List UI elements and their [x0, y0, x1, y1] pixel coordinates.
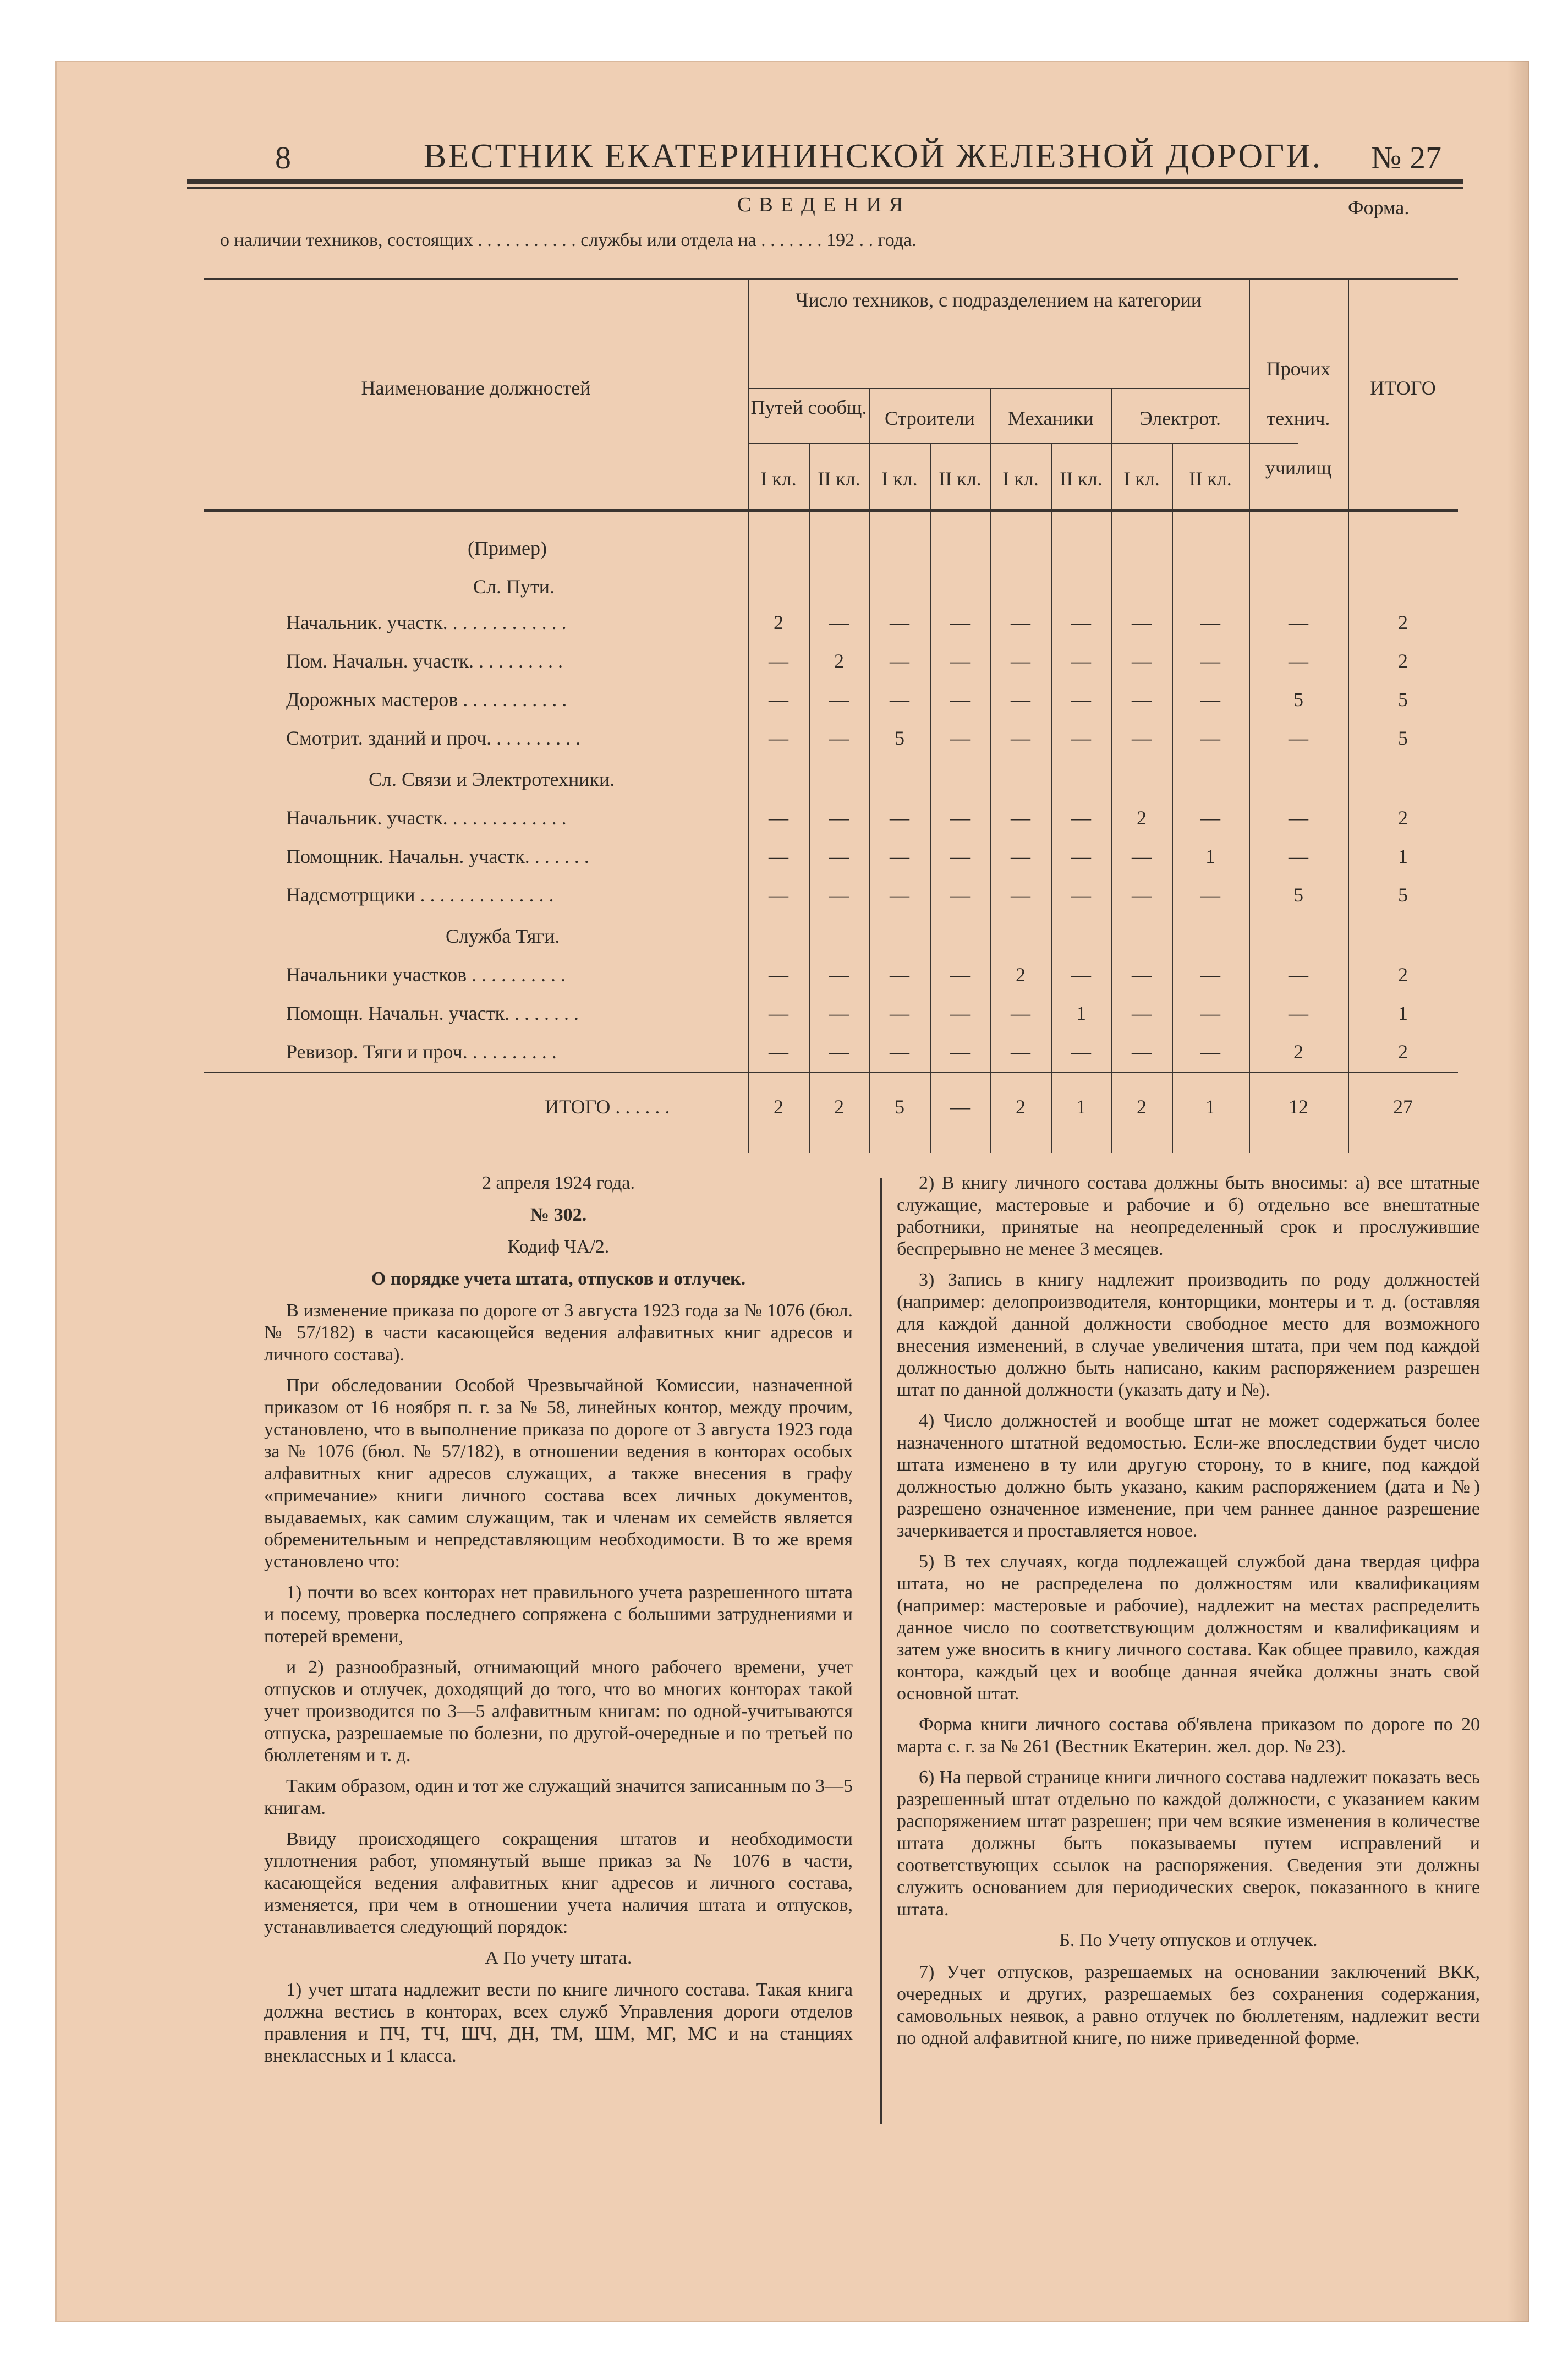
table-cell: — [1071, 1041, 1091, 1063]
table-cell: — [890, 1002, 909, 1024]
table-cell: 2 [1398, 1041, 1408, 1063]
table-cell: — [1071, 845, 1091, 867]
table-cell: — [1289, 727, 1308, 749]
table-cell: — [829, 611, 849, 633]
total-cell: 12 [1289, 1096, 1308, 1118]
row-name: Пом. Начальн. участк. . . . . . . . . . [286, 650, 563, 672]
total-cell: 27 [1393, 1096, 1413, 1118]
table-cell: 5 [1293, 688, 1303, 710]
table-cell: — [1132, 1002, 1152, 1024]
technicians-table [204, 278, 1458, 1153]
table-cell: — [950, 884, 970, 906]
class-header: I кл. [881, 468, 918, 490]
row-name: Начальник. участк. . . . . . . . . . . . . [286, 611, 567, 633]
table-cell: 2 [1137, 807, 1147, 829]
table-cell: — [1011, 845, 1030, 867]
table-cell: — [950, 1002, 970, 1024]
table-cell: — [769, 1041, 788, 1063]
table-cell: — [1132, 1041, 1152, 1063]
form-subtitle: о наличии техников, состоящих . . . . . . . . . . . службы или отдела на . . . . . . . 192 . . года. [220, 230, 917, 250]
table-cell: — [1071, 964, 1091, 986]
class-header: II кл. [1189, 468, 1232, 490]
column-divider [880, 1178, 882, 2124]
table-cell: — [829, 884, 849, 906]
table-cell: — [950, 1041, 970, 1063]
table-cell: 1 [1398, 1002, 1408, 1024]
paragraph: и 2) разнообразный, отнимающий много рабочего времени, учет отпусков и отлучек, доходящий до того, что во многих конторах такой учет производится по 3—5 алфавитным книгам: по одной-учитываются отпуска, разрешаемые по болезни, по другой-очередные и по третьей по бюллетеням и т. д. [264, 1657, 853, 1766]
table-cell: — [1200, 1041, 1220, 1063]
order-number: № 302. [530, 1205, 587, 1225]
section-label: Служба Тяги. [446, 925, 560, 947]
table-cell: — [1132, 845, 1152, 867]
table-cell: — [1011, 884, 1030, 906]
total-cell: — [950, 1096, 970, 1118]
left-column [264, 1172, 853, 2076]
table-cell: 5 [1398, 688, 1408, 710]
page-header [187, 129, 1463, 184]
table-cell: — [1071, 884, 1091, 906]
table-cell: — [950, 964, 970, 986]
table-cell: — [769, 964, 788, 986]
table-cell: — [829, 964, 849, 986]
table-cell: — [1011, 1002, 1030, 1024]
table-cell: 1 [1076, 1002, 1086, 1024]
table-cell: — [1011, 611, 1030, 633]
row-name: Начальник. участк. . . . . . . . . . . . . [286, 807, 567, 829]
table-cell: — [1289, 845, 1308, 867]
table-cell: — [950, 727, 970, 749]
table-cell: — [890, 845, 909, 867]
section-label: Сл. Пути. [473, 576, 555, 598]
order-date: 2 апреля 1924 года. [481, 1173, 635, 1193]
total-cell: 5 [895, 1096, 904, 1118]
table-cell: — [1132, 611, 1152, 633]
table-cell: — [1200, 964, 1220, 986]
row-name: Смотрит. зданий и проч. . . . . . . . . . [286, 727, 581, 749]
table-cell: — [829, 807, 849, 829]
table-cell: 2 [774, 611, 783, 633]
table-cell: — [890, 650, 909, 672]
paragraph: 2) В книгу личного состава должны быть вносимы: а) все штатные служащие, мастеровые и рабочие и б) отдельно все внештатные работники, принятые на неопределенный срок и прослужившие беспрерывно не менее 3 месяцев. [897, 1173, 1480, 1259]
table-cell: — [1071, 727, 1091, 749]
table-cell: — [1200, 884, 1220, 906]
total-cell: 1 [1076, 1096, 1086, 1118]
table-cell: — [890, 688, 909, 710]
table-cell: — [769, 1002, 788, 1024]
table-cell: — [1011, 688, 1030, 710]
total-cell: 2 [834, 1096, 844, 1118]
table-cell: — [1289, 964, 1308, 986]
table-cell: — [769, 807, 788, 829]
table-cell: — [1132, 884, 1152, 906]
table-cell: 5 [1398, 727, 1408, 749]
class-header: II кл. [939, 468, 982, 490]
table-cell: — [950, 650, 970, 672]
paragraph: Форма книги личного состава об'явлена приказом по дороге по 20 марта с. г. за № 261 (Вестник Екатерин. жел. дор. № 23). [897, 1714, 1480, 1757]
table-cell: — [1200, 611, 1220, 633]
paragraph: В изменение приказа по дороге от 3 августа 1923 года за № 1076 (бюл. № 57/182) в части касающейся ведения алфавитных книг адресов и личного состава). [264, 1300, 853, 1365]
table-cell: — [1289, 611, 1308, 633]
table-cell: — [769, 845, 788, 867]
table-cell: — [1011, 727, 1030, 749]
table-cell: — [1132, 650, 1152, 672]
table-cell: — [950, 807, 970, 829]
table-cell: — [1200, 807, 1220, 829]
class-header: I кл. [1002, 468, 1039, 490]
order-code: Кодиф ЧА/2. [507, 1237, 610, 1257]
row-name: Помощник. Начальн. участк. . . . . . . [286, 845, 589, 867]
section-label: Сл. Связи и Электротехники. [369, 768, 615, 790]
table-cell: — [829, 688, 849, 710]
table-cell: 1 [1398, 845, 1408, 867]
table-cell: — [950, 845, 970, 867]
row-name: Ревизор. Тяги и проч. . . . . . . . . . [286, 1041, 557, 1063]
table-cell: — [890, 1041, 909, 1063]
category-header: Путей сообщ. [750, 396, 867, 418]
paragraph: 5) В тех случаях, когда подлежащей службой дана твердая цифра штата, но не распределена по должностям или квалификациям (например: мастеровые и рабочие), надлежит на местах распределить данное число по соответствующим должностям и квалификациям и затем уже вносить в книгу личного состава. Как общее правило, каждая контора, каждый цех и вообще данная ячейка должны знать свой основной штат. [897, 1551, 1480, 1704]
class-header: I кл. [1123, 468, 1160, 490]
table-cell: — [1200, 1002, 1220, 1024]
table-cell: — [829, 845, 849, 867]
paragraph: 6) На первой странице книги личного состава надлежит показать весь разрешенный штат отдельно по каждой должности, с указанием каким распоряжением штат разрешен; при чем всякие изменения в количестве штата должны быть показываемы путем исправлений и соответствующих ссылок на распоряжения. Сведения эти должны служить основанием для периодических сверок, показанного в книге штата. [897, 1767, 1480, 1920]
table-cell: 1 [1205, 845, 1215, 867]
class-header: I кл. [760, 468, 797, 490]
table-cell: 2 [834, 650, 844, 672]
total-cell: 2 [774, 1096, 783, 1118]
table-cell: — [1132, 964, 1152, 986]
row-name: Дорожных мастеров . . . . . . . . . . . [286, 688, 567, 710]
row-name: Надсмотрщики . . . . . . . . . . . . . . [286, 884, 554, 906]
total-cell: 1 [1205, 1096, 1215, 1118]
table-cell: 2 [1293, 1041, 1303, 1063]
table-cell: — [1071, 688, 1091, 710]
paragraph: 4) Число должностей и вообще штат не может содержаться более назначенного штатной ведомостью. Если-же впоследствии будет число штата изменено в ту или другую сторону, то в книге, под каждой должностью должно быть указано, каким распоряжением (дата и №) разрешено означенное изменение, при чем раннее данное разрешение зачеркивается и проставляется новое. [897, 1411, 1480, 1541]
col-name-header: Наименование должностей [361, 377, 591, 399]
table-cell: — [890, 807, 909, 829]
table-cell: — [1289, 650, 1308, 672]
row-name: Начальники участков . . . . . . . . . . [286, 964, 566, 986]
issue-number: № 27 [1371, 140, 1441, 176]
form-label: Форма. [1348, 196, 1410, 218]
total-cell: 2 [1137, 1096, 1147, 1118]
table-cell: — [769, 650, 788, 672]
table-cell: — [950, 611, 970, 633]
table-cell: 5 [1293, 884, 1303, 906]
table-cell: 2 [1398, 964, 1408, 986]
table-cell: — [1200, 688, 1220, 710]
table-cell: — [1289, 807, 1308, 829]
section-heading: Б. По Учету отпусков и отлучек. [1059, 1930, 1318, 1950]
table-cell: — [769, 688, 788, 710]
header-rule [187, 187, 1463, 189]
other-header: Прочих технич. училищ [1265, 358, 1332, 479]
class-header: II кл. [1060, 468, 1103, 490]
table-cell: — [1011, 807, 1030, 829]
section-heading: А По учету штата. [485, 1948, 632, 1968]
table-cell: — [1071, 807, 1091, 829]
table-cell: — [1200, 727, 1220, 749]
table-cell: — [1011, 650, 1030, 672]
paragraph: При обследовании Особой Чрезвычайной Комиссии, назначенной приказом от 16 ноября п. г. за № 58, линейных контор, между прочим, установлено, что в выполнение приказа по дороге от 3 августа 1923 года за № 1076 (бюл. № 57/182), в отношении ведения в конторах особых алфавитных книг адресов служащих, а также внесения в графу «примечание» книги личного состава всех личных документов, выдаваемых, как самим служащим, так и членам их семейств является обременительным и непредставляющим необходимости. В то же время установлено что: [264, 1375, 853, 1572]
category-header: Электрот. [1139, 407, 1221, 429]
table-cell: — [769, 727, 788, 749]
table-cell: — [829, 727, 849, 749]
category-header: Механики [1008, 407, 1094, 429]
table-cell: 2 [1398, 650, 1408, 672]
table-cell: — [1071, 650, 1091, 672]
table-cell: — [1132, 727, 1152, 749]
table-cell: — [1200, 650, 1220, 672]
right-column [897, 1172, 1480, 2058]
example-label: (Пример) [468, 537, 547, 559]
class-header: II кл. [818, 468, 860, 490]
publication-title: ВЕСТНИК ЕКАТЕРИНИНСКОЙ ЖЕЛЕЗНОЙ ДОРОГИ. [424, 138, 1323, 175]
table-cell: — [1071, 611, 1091, 633]
total-row-name: ИТОГО . . . . . . [545, 1096, 670, 1118]
row-name: Помощн. Начальн. участк. . . . . . . . [286, 1002, 579, 1024]
total-cell: 2 [1016, 1096, 1026, 1118]
paragraph: 3) Запись в книгу надлежит производить по роду должностей (например: делопроизводителя, конторщики, монтеры и т. д. (оставляя для каждой данной должности свободное место для возможного внесения изменений, в случае увеличения штата, при чем под каждой должностью должно быть написано, каким распоряжением разрешен штат по данной должности (указать дату и №). [897, 1270, 1480, 1400]
table-cell: — [890, 964, 909, 986]
paragraph: 1) почти во всех конторах нет правильного учета разрешенного штата и посему, проверка последнего сопряжена с большими затруднениями и потерей времени, [264, 1582, 853, 1647]
table-cell: 2 [1398, 807, 1408, 829]
table-cell: — [829, 1041, 849, 1063]
form-heading: СВЕДЕНИЯ [737, 193, 911, 216]
table-cell: — [769, 884, 788, 906]
total-header: ИТОГО [1370, 377, 1436, 399]
paragraph: Ввиду происходящего сокращения штатов и необходимости уплотнения работ, упомянутый выше приказ за № 1076 в части, касающейся ведения алфавитных книг адресов и личного состава, изменяется, при чем в отношении учета наличия штата и отпусков, устанавливается следующий порядок: [264, 1829, 853, 1937]
table-cell: — [1132, 688, 1152, 710]
table-cell: 2 [1398, 611, 1408, 633]
order-heading: О порядке учета штата, отпусков и отлучек. [371, 1269, 746, 1289]
group-header: Число техников, с подразделением на категории [796, 289, 1202, 311]
table-cell: — [890, 884, 909, 906]
table-cell: — [950, 688, 970, 710]
table-cell: 5 [895, 727, 904, 749]
table-cell: 5 [1398, 884, 1408, 906]
table-cell: — [829, 1002, 849, 1024]
paragraph: 1) учет штата надлежит вести по книге личного состава. Такая книга должна вестись в конторах, всех служб Управления дороги отделов правления и ПЧ, ТЧ, ШЧ, ДН, ТМ, ШМ, МГ, МС и на станциях внеклассных и 1 класса. [264, 1980, 853, 2066]
table-cell: — [890, 611, 909, 633]
table-cell: — [1289, 1002, 1308, 1024]
table-cell: 2 [1016, 964, 1026, 986]
paragraph: 7) Учет отпусков, разрешаемых на основании заключений ВКК, очередных и других, разрешаемых без сохранения содержания, самовольных неявок, а равно отлучек по бюллетеням, надлежит вести по одной алфавитной книге, по ниже приведенной форме. [897, 1962, 1480, 2048]
paragraph: Таким образом, один и тот же служащий значится записанным по 3—5 книгам. [264, 1776, 853, 1818]
page-number: 8 [275, 140, 291, 176]
category-header: Строители [885, 407, 975, 429]
table-cell: — [1011, 1041, 1030, 1063]
